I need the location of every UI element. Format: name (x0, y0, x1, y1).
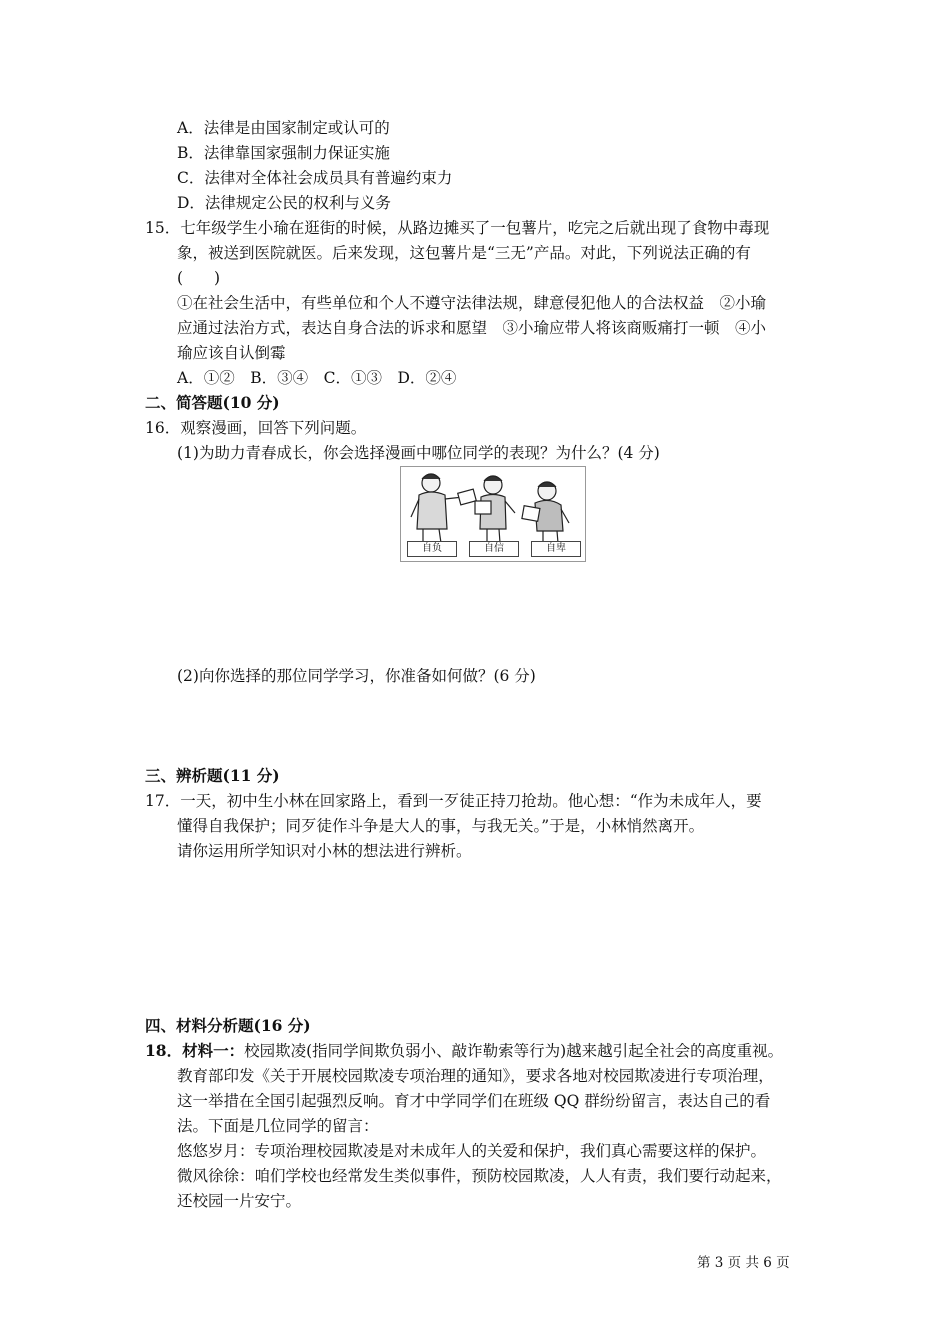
q14-option-a: A．法律是由国家制定或认可的 (177, 119, 390, 137)
q15-answer-bracket: ( ) (177, 269, 221, 287)
cartoon-illustration (400, 466, 586, 562)
q18-line-2: 教育部印发《关于开展校园欺凌专项治理的通知》，要求各地对校园欺凌进行专项治理， (177, 1067, 774, 1085)
q18-material-label: 18．材料一： (145, 1041, 245, 1060)
q15-statement-line-3: 瑜应该自认倒霉 (177, 344, 286, 362)
q18-line-6: 微风徐徐：咱们学校也经常发生类似事件，预防校园欺凌，人人有责，我们要行动起来， (177, 1167, 782, 1185)
q15-options: A．①② B．③④ C．①③ D．②④ (177, 369, 457, 387)
cartoon-label-arrogant: 自负 (407, 541, 457, 557)
q15-stem-line-1: 15．七年级学生小瑜在逛街的时候，从路边摊买了一包薯片，吃完之后就出现了食物中毒现 (145, 219, 770, 237)
q18-first-line (145, 1041, 783, 1061)
page-number: 第 3 页 共 6 页 (697, 1255, 790, 1271)
section-3-title: 三、辨析题(11 分) (145, 766, 280, 785)
q17-line-2: 懂得自我保护；同歹徒作斗争是大人的事，与我无关。”于是，小林悄然离开。 (177, 817, 705, 835)
q15-stem-line-2: 象，被送到医院就医。后来发现，这包薯片是“三无”产品。对此，下列说法正确的有 (177, 244, 751, 262)
q18-line-7: 还校园一片安宁。 (177, 1192, 302, 1210)
q15-statement-line-2: 应通过法治方式，表达自身合法的诉求和愿望 ③小瑜应带人将该商贩痛打一顿 ④小 (177, 319, 767, 337)
q16-stem: 16．观察漫画，回答下列问题。 (145, 419, 367, 437)
q14-option-b: B．法律靠国家强制力保证实施 (177, 144, 390, 162)
q15-statement-line-1: ①在社会生活中，有些单位和个人不遵守法律法规，肆意侵犯他人的合法权益 ②小瑜 (177, 294, 767, 312)
q18-material-text: 校园欺凌(指同学间欺负弱小、敲诈勒索等行为)越来越引起全社会的高度重视。 (244, 1042, 784, 1060)
q18-line-4: 法。下面是几位同学的留言： (177, 1117, 379, 1135)
q18-line-3: 这一举措在全国引起强烈反响。育才中学同学们在班级 QQ 群纷纷留言，表达自己的看 (177, 1092, 771, 1110)
q16-part-2: (2)向你选择的那位同学学习，你准备如何做？(6 分) (177, 667, 536, 685)
section-2-title: 二、简答题(10 分) (145, 393, 280, 412)
section-4-title: 四、材料分析题(16 分) (145, 1016, 311, 1035)
cartoon-label-confident: 自信 (469, 541, 519, 557)
q18-line-5: 悠悠岁月：专项治理校园欺凌是对未成年人的关爱和保护，我们真心需要这样的保护。 (177, 1142, 767, 1160)
q16-part-1: (1)为助力青春成长，你会选择漫画中哪位同学的表现？为什么？(4 分) (177, 444, 660, 462)
q14-option-c: C．法律对全体社会成员具有普遍约束力 (177, 169, 453, 187)
q17-line-3: 请你运用所学知识对小林的想法进行辨析。 (177, 842, 472, 860)
q17-line-1: 17．一天，初中生小林在回家路上，看到一歹徒正持刀抢劫。他心想：“作为未成年人，要 (145, 792, 762, 810)
cartoon-label-timid: 自卑 (531, 541, 581, 557)
q14-option-d: D．法律规定公民的权利与义务 (177, 194, 391, 212)
